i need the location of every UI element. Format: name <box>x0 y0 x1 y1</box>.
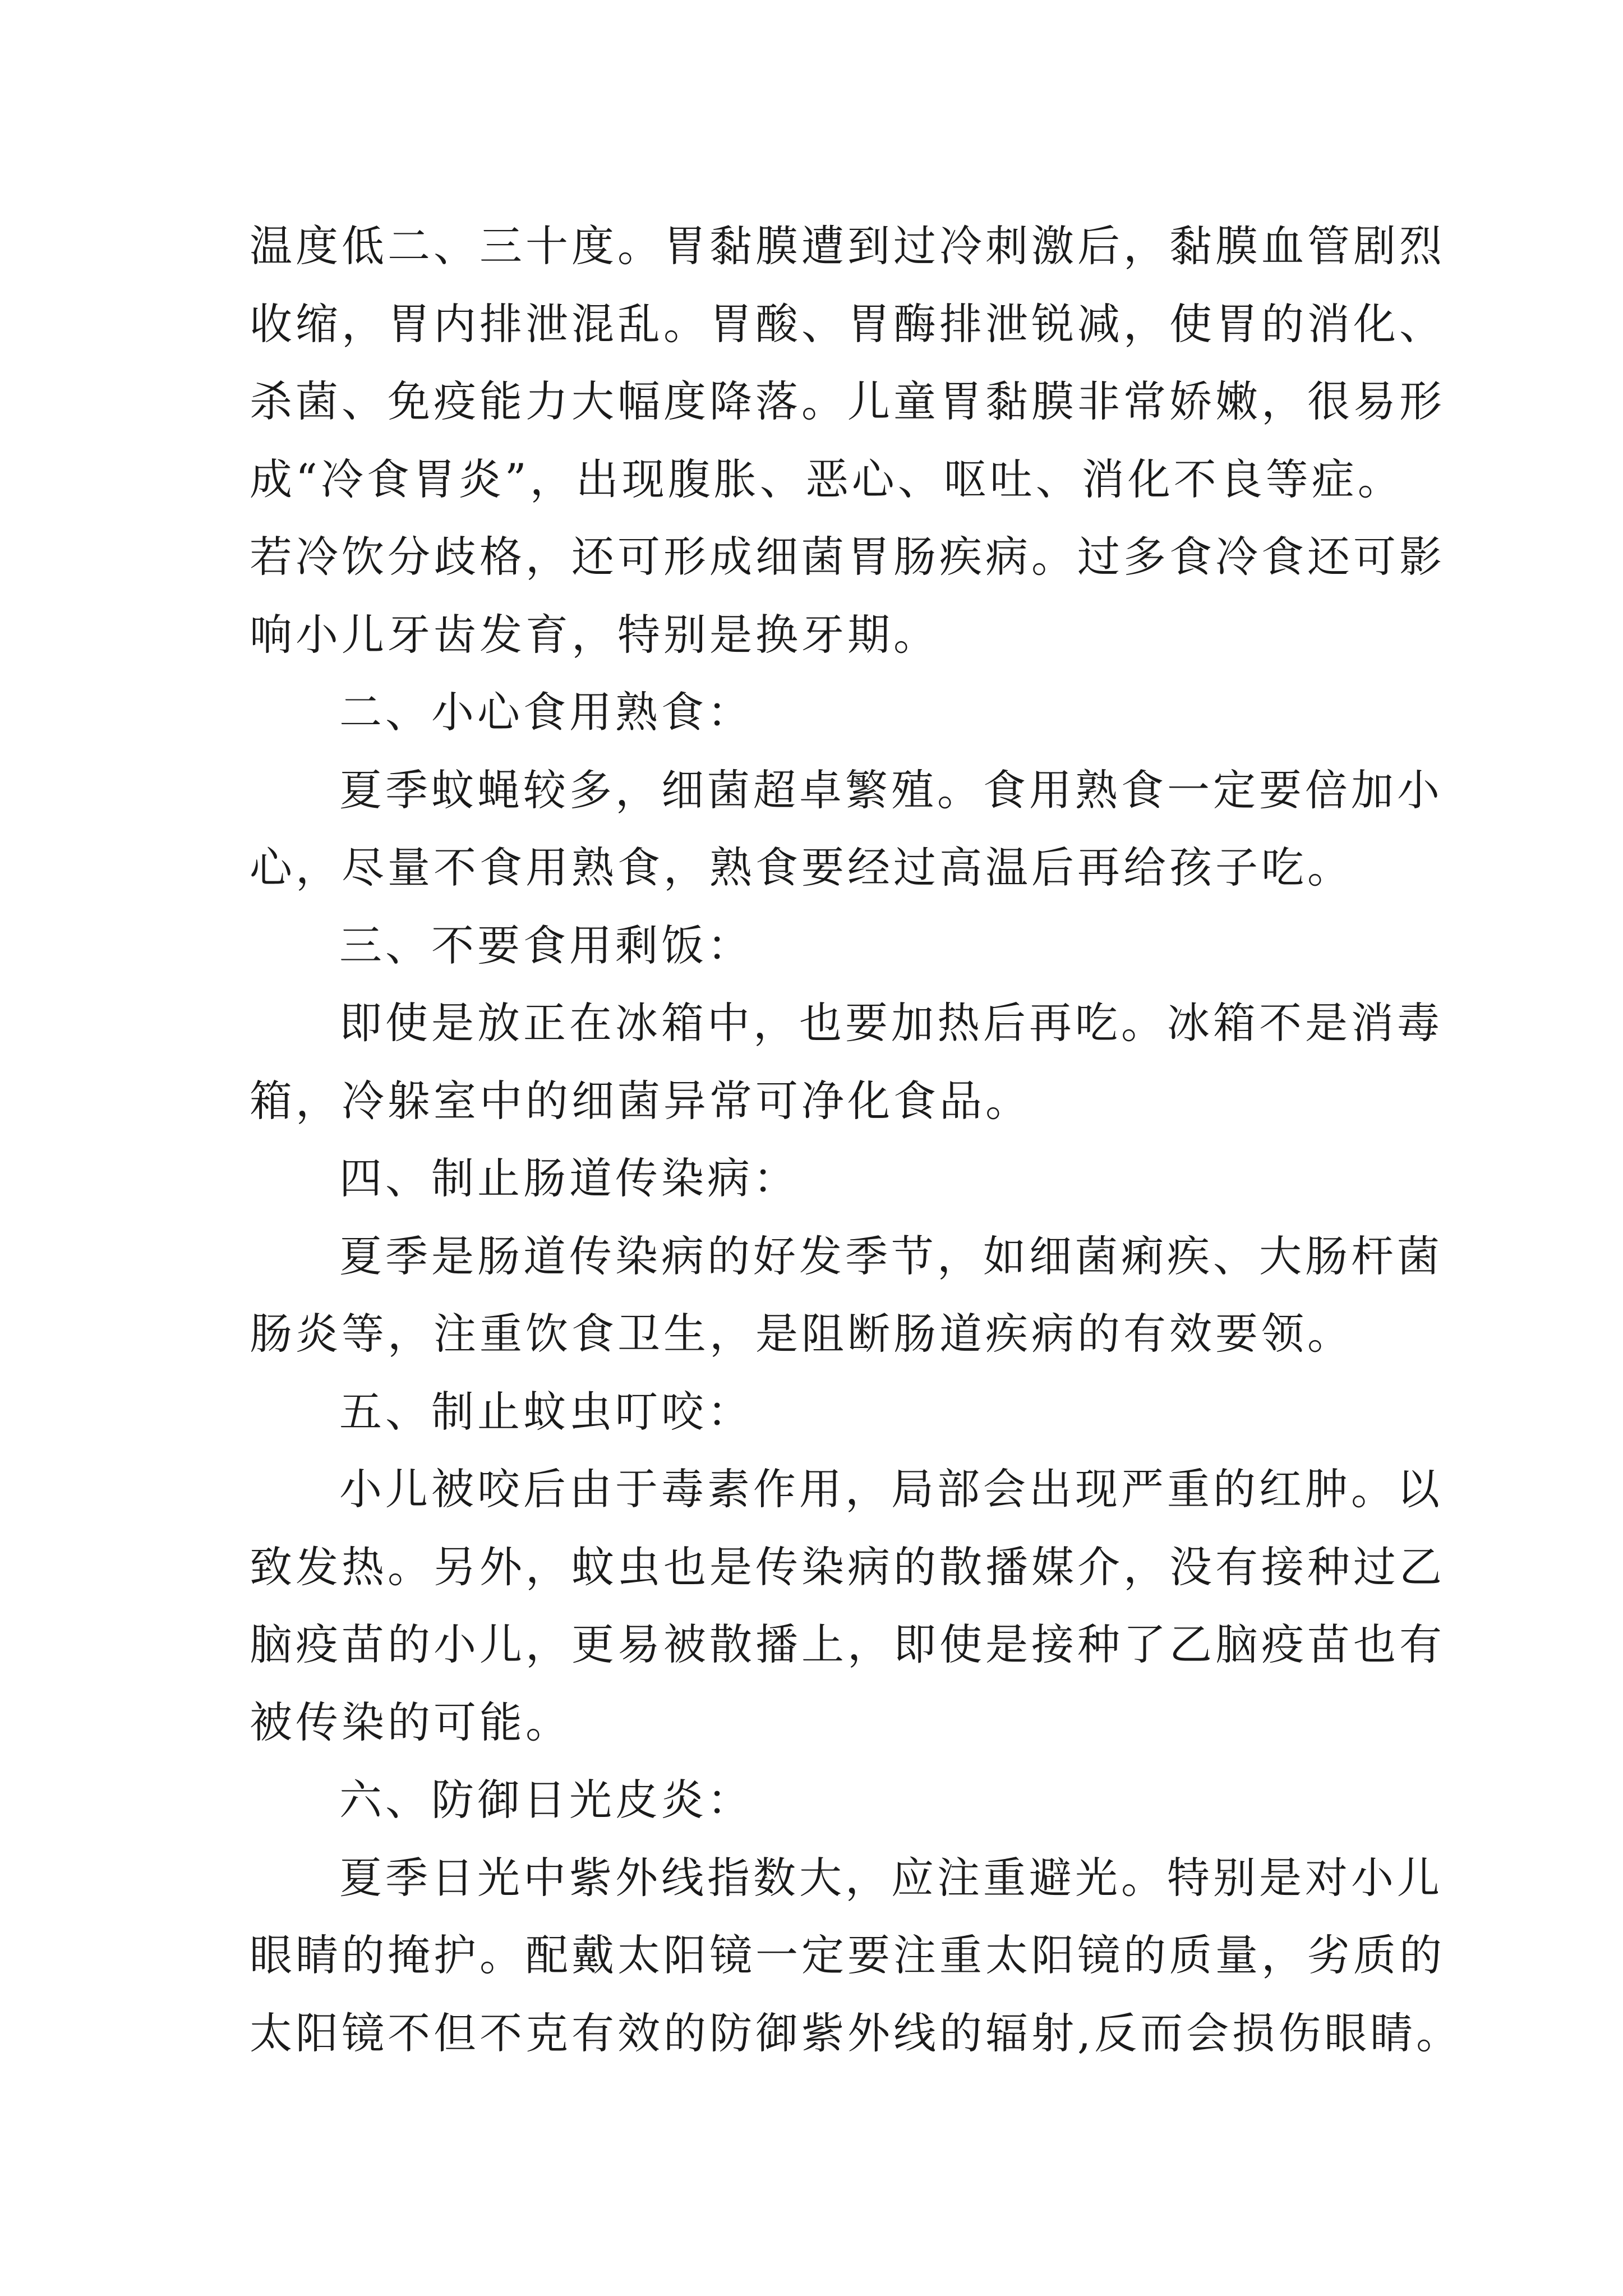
text-line: 温度低二、三十度。胃黏膜遭到过冷刺激后，黏膜血管剧烈 <box>250 221 1445 271</box>
text-line: 眼睛的掩护。配戴太阳镜一定要注重太阳镜的质量，劣质的 <box>250 1930 1445 1980</box>
text-line: 夏季蚊蝇较多，细菌超卓繁殖。食用熟食一定要倍加小 <box>339 765 1443 815</box>
text-line: 脑疫苗的小儿，更易被散播上，即使是接种了乙脑疫苗也有 <box>250 1619 1445 1669</box>
text-line: 即使是放正在冰箱中，也要加热后再吃。冰箱不是消毒 <box>339 998 1443 1048</box>
text-line: 成“冷食胃炎”，出现腹胀、恶心、呕吐、消化不良等症。 <box>250 454 1404 504</box>
section-heading-6: 六、防御日光皮炎： <box>339 1775 753 1825</box>
text-line: 致发热。另外，蚊虫也是传染病的散播媒介，没有接种过乙 <box>250 1542 1445 1592</box>
text-line: 被传染的可能。 <box>250 1697 571 1747</box>
text-line: 心，尽量不食用熟食，熟食要经过高温后再给孩子吃。 <box>250 843 1353 892</box>
body-text <box>250 208 1463 2072</box>
text-line: 太阳镜不但不克有效的防御紫外线的辐射,反而会损伤眼睛。 <box>250 2008 1463 2058</box>
text-line: 箱，冷躲室中的细菌异常可净化食品。 <box>250 1075 1031 1126</box>
section-heading-3: 三、不要食用剩饭： <box>339 920 753 970</box>
section-heading-5: 五、制止蚊虫叮咬： <box>339 1386 753 1437</box>
text-line: 响小儿牙齿发育，特别是换牙期。 <box>250 609 939 660</box>
text-line: 夏季是肠道传染病的好发季节，如细菌痢疾、大肠杆菌 <box>339 1231 1443 1281</box>
section-heading-2: 二、小心食用熟食： <box>339 687 753 737</box>
text-line: 夏季日光中紫外线指数大，应注重避光。特别是对小儿 <box>339 1852 1443 1903</box>
text-line: 收缩，胃内排泄混乱。胃酸、胃酶排泄锐减，使胃的消化、 <box>250 298 1445 349</box>
text-line: 肠炎等，注重饮食卫生，是阻断肠道疾病的有效要领。 <box>250 1309 1353 1359</box>
text-line: 小儿被咬后由于毒素作用，局部会出现严重的红肿。以 <box>339 1464 1443 1514</box>
text-line: 杀菌、免疫能力大幅度降落。儿童胃黏膜非常娇嫩，很易形 <box>250 376 1445 426</box>
text-line: 若冷饮分歧格，还可形成细菌胃肠疾病。过多食冷食还可影 <box>250 532 1445 582</box>
section-heading-4: 四、制止肠道传染病： <box>339 1153 799 1203</box>
